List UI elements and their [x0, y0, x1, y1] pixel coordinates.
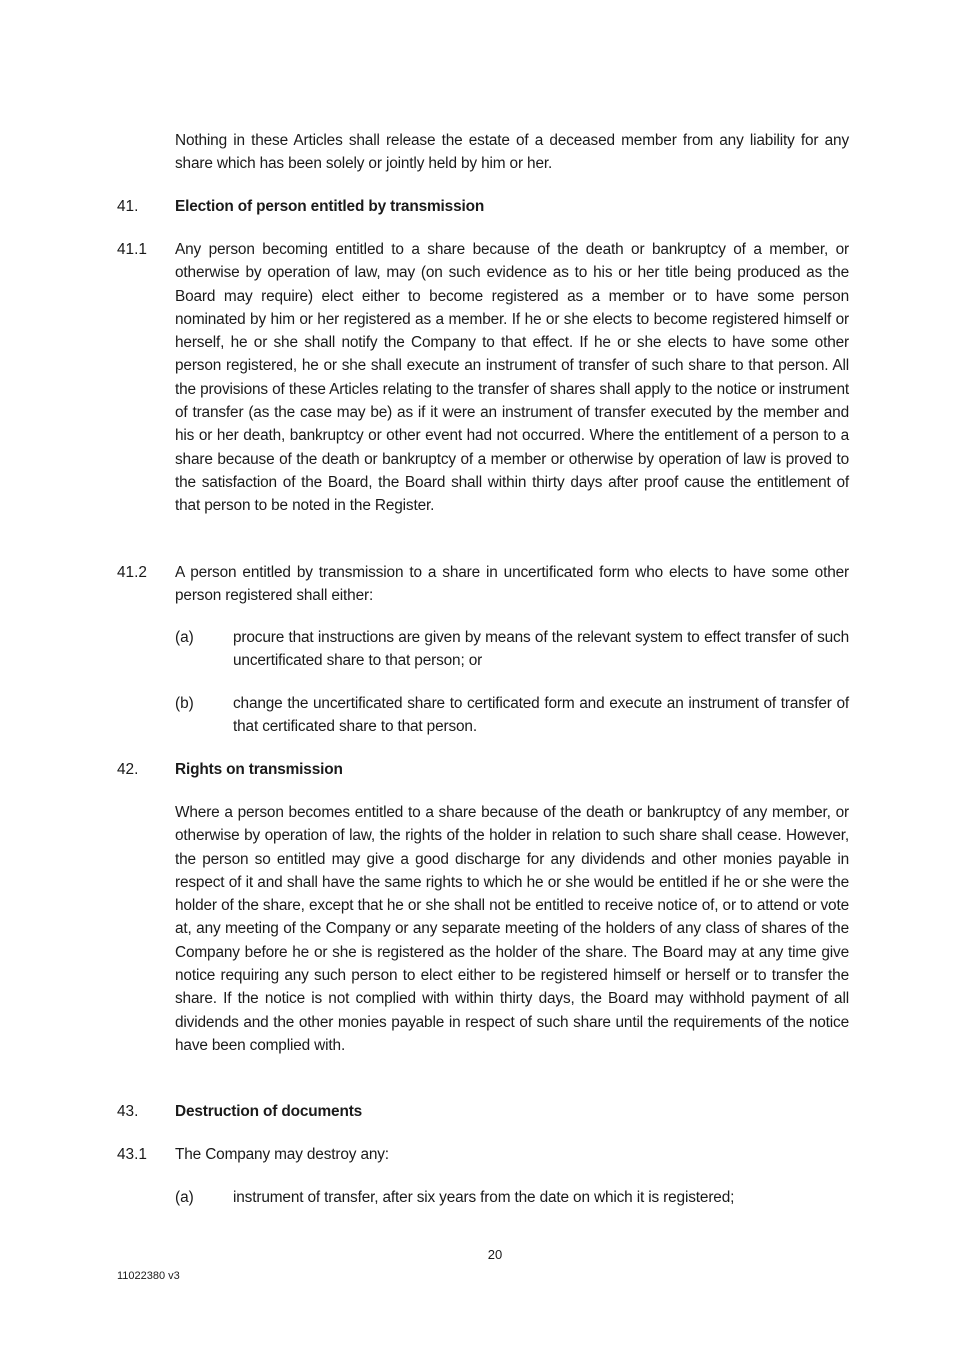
clause-41-2-item-b-label: (b) [175, 695, 194, 712]
document-reference: 11022380 v3 [117, 1270, 180, 1282]
clause-41-1-text: Any person becoming entitled to a share because of the death or bankruptcy of a member, or otherwise by operation of law, may (on such evidence as to his or her title being produced as the Board may require) elect either to become registered as a member or to have some person nominated by him or her registered as a member. If he or she elects to become registered himself or herself, he or she shall notify the Company to that effect. If he or she elects to have some other person registered, he or she shall execute an instrument of transfer of such share to that person. All the provisions of these Articles relating to the transfer of shares shall apply to the notice or instrument of transfer (as the case may be) as if it were an instrument of transfer executed by the member and his or her death, bankruptcy or other event had not occurred. Where the entitlement of a person to a share because of the death or bankruptcy of a member or otherwise by operation of law is proved to the satisfaction of the Board, the Board shall within thirty days after proof cause the entitlement of that person to be noted in the Register. [175, 241, 849, 515]
section-43-title: Destruction of documents [175, 1103, 363, 1120]
clause-41-2-number: 41.2 [117, 564, 147, 581]
clause-41-2-item-a-label: (a) [175, 629, 194, 646]
clause-43-1-number: 43.1 [117, 1146, 147, 1163]
section-41-title: Election of person entitled by transmission [175, 198, 485, 215]
section-41-number: 41. [117, 198, 139, 215]
clause-41-2-text: A person entitled by transmission to a share in uncertificated form who elects to have some other person registered shall either: [175, 564, 849, 605]
section-43-number: 43. [117, 1103, 139, 1120]
clause-41-1-number: 41.1 [117, 241, 147, 258]
page-number: 20 [487, 1247, 503, 1262]
section-42-number: 42. [117, 761, 139, 778]
intro-paragraph: Nothing in these Articles shall release the estate of a deceased member from any liability for any share which has been solely or jointly held by him or her. [175, 132, 849, 173]
clause-43-1-item-a-text: instrument of transfer, after six years from the date on which it is registered; [233, 1189, 735, 1206]
section-42-paragraph: Where a person becomes entitled to a share because of the death or bankruptcy of any member, or otherwise by operation of law, the rights of the holder in relation to such share shall cease. However, the person so entitled may give a good discharge for any dividends and other monies payable in respect of it and shall have the same rights to which he or she would be entitled if he or she were the holder of the share, except that he or she shall not be entitled to receive notice of, or to attend or vote at, any meeting of the Company or any separate meeting of the holders of any class of shares of the Company before he or she is registered as the holder of the share. The Board may at any time give notice requiring any such person to elect either to be registered himself or herself or to transfer the share. If the notice is not complied with within thirty days, the Board may withhold payment of all dividends and the other monies payable in respect of such share until the requirements of the notice have been complied with. [175, 804, 849, 1054]
clause-41-2-item-a-text: procure that instructions are given by means of the relevant system to effect transfer of such uncertificated share to that person; or [233, 629, 849, 670]
section-42-title: Rights on transmission [175, 761, 343, 778]
clause-43-1-item-a-label: (a) [175, 1189, 194, 1206]
clause-41-2-item-b-text: change the uncertificated share to certificated form and execute an instrument of transfer of that certificated share to that person. [233, 695, 849, 736]
clause-43-1-text: The Company may destroy any: [175, 1146, 389, 1163]
